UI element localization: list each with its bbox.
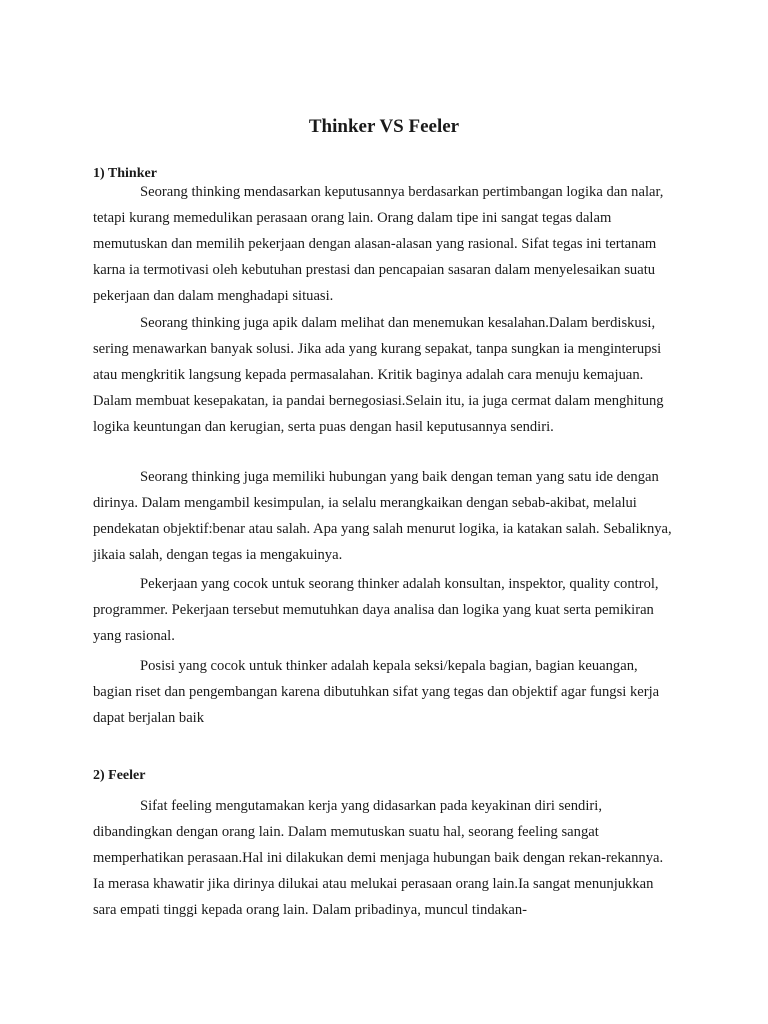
section-heading-thinker: 1) Thinker <box>93 166 157 181</box>
section-heading-feeler: 2) Feeler <box>93 768 146 783</box>
thinker-paragraph-2: Seorang thinking juga apik dalam melihat dan menemukan kesalahan.Dalam berdiskusi, sering menawarkan banyak solusi. Jika ada yang kurang sepakat, tanpa sungkan ia menginterupsi atau mengkritik langsung kepada permasalahan. Kritik baginya adalah cara menuju kemajuan. Dalam membuat kesepakatan, ia pandai bernegosiasi.Selain itu, ia juga cermat dalam menghitung logika keuntungan dan kerugian, serta puas dengan hasil keputusannya sendiri. <box>93 315 664 435</box>
thinker-paragraph-4: Pekerjaan yang cocok untuk seorang thinker adalah konsultan, inspektor, quality control, programmer. Pekerjaan tersebut memutuhkan daya analisa dan logika yang kuat serta pemikiran yang rasional. <box>93 576 659 644</box>
thinker-paragraph-3: Seorang thinking juga memiliki hubungan yang baik dengan teman yang satu ide dengan dirinya. Dalam mengambil kesimpulan, ia selalu merangkaikan dengan sebab-akibat, melalui pendekatan objektif:benar atau salah. Apa yang salah menurut logika, ia katakan salah. Sebaliknya, jikaia salah, dengan tegas ia mengakuinya. <box>93 469 672 563</box>
thinker-paragraph-1: Seorang thinking mendasarkan keputusannya berdasarkan pertimbangan logika dan nalar, tetapi kurang memedulikan perasaan orang lain. Orang dalam tipe ini sangat tegas dalam memutuskan dan memilih pekerjaan dengan alasan-alasan yang rasional. Sifat tegas ini tertanam karna ia termotivasi oleh kebutuhan prestasi dan pencapaian sasaran dalam menyelesaikan suatu pekerjaan dan dalam menghadapi situasi. <box>93 184 664 304</box>
feeler-paragraph-1: Sifat feeling mengutamakan kerja yang didasarkan pada keyakinan diri sendiri, dibandingkan dengan orang lain. Dalam memutuskan suatu hal, seorang feeling sangat memperhatikan perasaan.Hal ini dilakukan demi menjaga hubungan baik dengan rekan-rekannya. Ia merasa khawatir jika dirinya dilukai atau melukai perasaan orang lain.Ia sangat menunjukkan sara empati tinggi kepada orang lain. Dalam pribadinya, muncul tindakan- <box>93 798 664 918</box>
thinker-paragraph-5: Posisi yang cocok untuk thinker adalah kepala seksi/kepala bagian, bagian keuangan, bagian riset dan pengembangan karena dibutuhkan sifat yang tegas dan objektif agar fungsi kerja dapat berjalan baik <box>93 658 660 726</box>
document-title: Thinker VS Feeler <box>308 116 460 137</box>
